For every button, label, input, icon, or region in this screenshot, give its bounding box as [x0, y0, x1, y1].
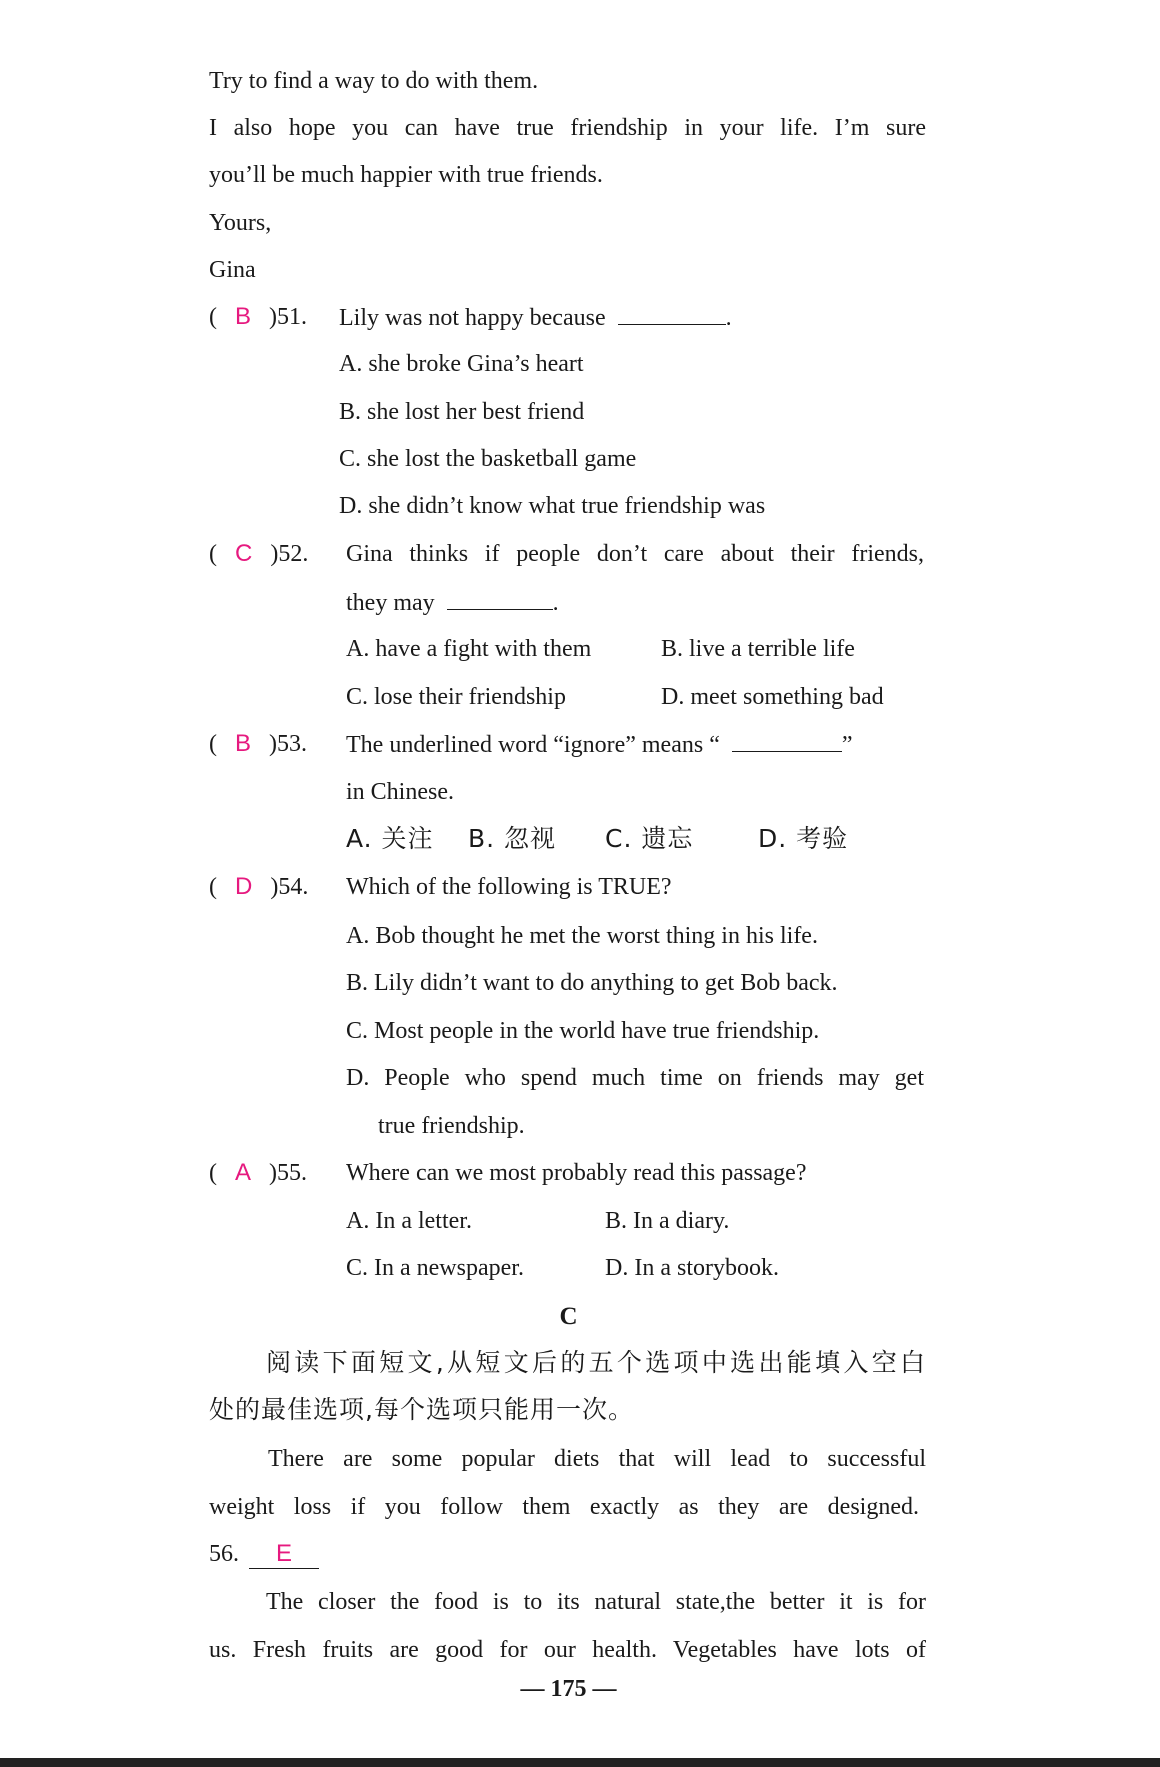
question-stem-line2: they may . — [346, 587, 559, 618]
passage-line: There are some popular diets that will lead to successful — [268, 1446, 926, 1472]
option-d: D. she didn’t know what true friendship was — [339, 493, 766, 519]
question-stem — [346, 729, 853, 760]
answer-blank — [618, 302, 726, 325]
answer-mark: E — [275, 1540, 292, 1567]
option-b: B. she lost her best friend — [339, 399, 585, 425]
option-a: A. 关注 — [346, 824, 434, 853]
answer-blank — [447, 587, 553, 610]
section-instruction: 阅读下面短文,从短文后的五个选项中选出能填入空白 — [266, 1348, 926, 1377]
question-number: 51. — [277, 304, 308, 330]
passage-line: us. Fresh fruits are good for our health. Vegetables have lots of — [209, 1637, 926, 1663]
option-a: A. she broke Gina’s heart — [339, 351, 584, 377]
passage-line: I also hope you can have true friendship in your life. I’m sure — [209, 115, 926, 141]
option-d: D. In a storybook. — [605, 1255, 779, 1281]
question-number: 53. — [277, 731, 308, 757]
answer-mark: B — [235, 303, 252, 330]
question-stem: Where can we most probably read this passage? — [346, 1160, 807, 1186]
answer-paren: ( D )54. — [209, 873, 309, 900]
option-c: C. 遗忘 — [605, 824, 694, 853]
answer-paren: ( C )52. — [209, 540, 309, 567]
passage-line: The closer the food is to its natural state,the better it is for — [266, 1589, 926, 1615]
option-b: B. 忽视 — [468, 824, 557, 853]
passage-line: weight loss if you follow them exactly as they are designed. — [209, 1494, 919, 1520]
section-instruction: 处的最佳选项,每个选项只能用一次。 — [209, 1395, 634, 1424]
question-stem-line2: in Chinese. — [346, 779, 454, 805]
question-number: 55. — [277, 1160, 308, 1186]
answer-paren: ( A )55. — [209, 1159, 308, 1186]
option-d: D. People who spend much time on friends may get — [346, 1065, 924, 1091]
option-a: A. In a letter. — [346, 1208, 472, 1234]
question-stem: Which of the following is TRUE? — [346, 874, 672, 900]
option-b: B. Lily didn’t want to do anything to get Bob back. — [346, 970, 838, 996]
answer-mark: A — [235, 1159, 252, 1186]
letter-signature: Gina — [209, 257, 256, 283]
option-c: C. she lost the basketball game — [339, 446, 637, 472]
option-d: D. meet something bad — [661, 684, 884, 710]
page-bottom-edge — [0, 1758, 1160, 1767]
option-c: C. lose their friendship — [346, 684, 566, 710]
letter-closing: Yours, — [209, 210, 272, 236]
question-number: 52. — [278, 541, 309, 567]
option-c: C. In a newspaper. — [346, 1255, 524, 1281]
answer-paren: ( B )53. — [209, 730, 308, 757]
answer-mark: D — [235, 873, 253, 900]
option-b: B. live a terrible life — [661, 636, 855, 662]
answer-mark: C — [235, 540, 253, 567]
blank-56 — [209, 1539, 319, 1569]
answer-blank — [732, 729, 842, 752]
blank-number: 56. — [209, 1541, 239, 1567]
passage-line: Try to find a way to do with them. — [209, 68, 539, 94]
answer-paren: ( B )51. — [209, 303, 308, 330]
answer-blank — [249, 1540, 319, 1569]
option-a: A. Bob thought he met the worst thing in his life. — [346, 923, 818, 949]
section-heading: C — [559, 1303, 578, 1330]
option-a: A. have a fight with them — [346, 636, 592, 662]
stem-text: The underlined word “ignore” means “ — [346, 732, 720, 758]
stem-quote-end: ” — [841, 732, 853, 758]
question-stem: Lily was not happy because . — [339, 302, 732, 333]
option-c: C. Most people in the world have true friendship. — [346, 1018, 820, 1044]
question-stem: Gina thinks if people don’t care about their friends, — [346, 541, 924, 567]
page-number: — 175 — — [520, 1676, 617, 1702]
option-b: B. In a diary. — [605, 1208, 730, 1234]
answer-mark: B — [235, 730, 252, 757]
option-d: D. 考验 — [758, 824, 849, 853]
option-d-continued: true friendship. — [378, 1113, 525, 1139]
stem-text: Lily was not happy because — [339, 305, 606, 331]
passage-line: you’ll be much happier with true friends. — [209, 162, 603, 188]
stem-text: they may — [346, 590, 435, 616]
question-number: 54. — [278, 874, 309, 900]
